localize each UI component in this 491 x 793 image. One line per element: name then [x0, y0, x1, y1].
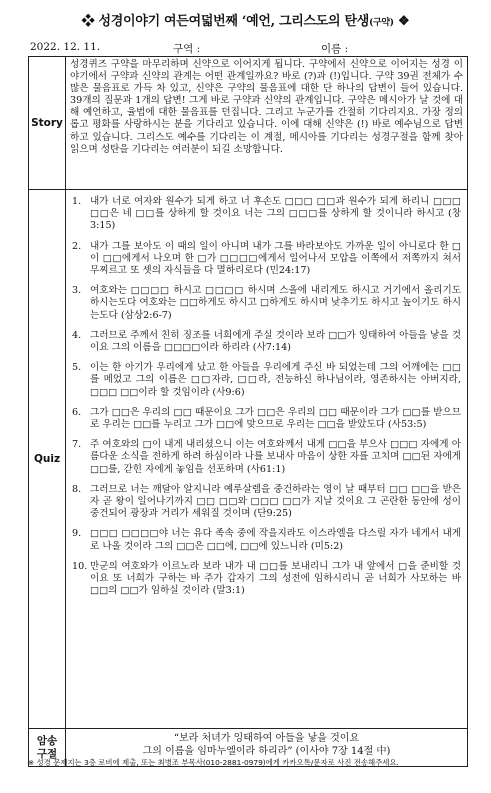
title-highlight: 예언, 그리스도의 탄생	[246, 14, 370, 29]
quiz-item	[66, 439, 461, 476]
quiz-item-number: 5.	[72, 362, 82, 374]
quiz-item-text: □□□ □□□□야 너는 유다 족속 중에 작을지라도 이스라엘을 다스릴 자가 네게서 내게로 나올 것이라 그의 □□은 □□에, □□에 있느니라 (미5:2)	[90, 528, 461, 552]
quiz-item-text: 이는 한 아기가 우리에게 났고 한 아들을 우리에게 주신 바 되었는데 그의 어깨에는 □□를 메었고 그의 이름은 □□자라, □□라, 전능하신 하나님이라, 영존하시는 아버지라, □□□ □□이라 할 것임이라 (사9:6)	[90, 362, 461, 398]
quiz-item	[66, 561, 461, 598]
quiz-item-text: 내가 그를 보아도 이 때의 일이 아니며 내가 그를 바라보아도 가까운 일이 아니로다 한 □이 □□에게서 나오며 한 □가 □□□□에게서 일어나서 모압을 이쪽에서 저쪽까지 쳐서 무찌르고 또 셋의 자식들을 다 멸하리로다 (민24:17)	[90, 240, 461, 277]
title-suffix: ❖	[393, 14, 410, 29]
quiz-label: Quiz	[29, 190, 66, 729]
worksheet-table	[28, 56, 468, 767]
quiz-item-text: 그러므로 너는 깨달아 알지니라 예루살렘을 중건하라는 영이 날 때부터 □□ □□을 받은 자 곧 왕이 일어나기까지 □□ □□와 □□□ □□가 지날 것이요 그 곤란한 동안에 성이 중건되어 광장과 거리가 세워질 것이며 (단9:25)	[90, 483, 461, 520]
memorize-label-line2: 구절	[36, 747, 58, 760]
quiz-item	[66, 241, 461, 278]
quiz-item-text: 그가 □□은 우리의 □□ 때문이요 그가 □□은 우리의 □□ 때문이라 그가 □□를 받으므로 우리는 □□를 누리고 그가 □□에 맞으므로 우리는 □□을 받았도다 (사53:5)	[90, 406, 461, 431]
quiz-item-number: 3.	[72, 285, 82, 297]
quiz-item-text: 여호와는 □□□□ 하시고 □□□□ 하시며 스올에 내리게도 하시고 거기에서 올리기도 하시는도다 여호와는 □□하게도 하시고 □하게도 하시며 낮추기도 하시고 높이기도 하시는도다 (삼상2:6-7)	[90, 285, 461, 321]
quiz-item-text: 주 여호와의 □이 내게 내리셨으니 이는 여호와께서 내게 □□을 부으사 □□□ 자에게 아름다운 소식을 전하게 하려 하심이라 나를 보내사 마음이 상한 자를 고치며 □□된 자에게 □□를, 갇힌 자에게 놓임을 선포하며 (사61:1)	[90, 439, 461, 475]
memorize-verse-line2: 그의 이름을 임마누엘이라 하리라” (이사야 7장 14절 中)	[142, 746, 391, 757]
quiz-item-number: 7.	[72, 439, 82, 451]
quiz-item-text: 그러므로 주께서 친히 징조를 너희에게 주실 것이라 보라 □□가 잉태하여 아들을 낳을 것이요 그의 이름을 □□□□이라 하리라 (사7:14)	[90, 329, 461, 354]
quiz-item	[66, 285, 461, 322]
footer-note: ※ 성경 문제지는 3층 로비에 제출, 또는 최병조 부목사(010-2881-0979)에게 카카오톡/문자로 사진 전송해주세요.	[28, 758, 399, 767]
title-note: (구약)	[369, 18, 394, 28]
quiz-item-text: 만군의 여호와가 이르노라 보라 내가 내 □□를 보내리니 그가 내 앞에서 □을 준비할 것이요 또 너희가 구하는 바 주가 갑자기 그의 성전에 임하시리니 곧 너희가 사모하는 바 □□의 □□가 임하실 것이라 (말3:1)	[90, 560, 461, 597]
story-label: Story	[29, 57, 66, 190]
quiz-item	[66, 484, 461, 521]
story-text: 성경퀴즈 구약을 마무리하며 신약으로 이어지게 됩니다. 구약에서 신약으로 이어지는 성경 이야기에서 구약과 신약의 관계는 어떤 관계일까요? 바로 (?)과 (!)입니다. 구약 39권 전체가 수많은 물음표로 가득 차 있고, 신약은 구약의 물음표에 대한 단 하나의 답변이 들어 있습니다. 39개의 질문과 1개의 답변! 그게 바로 구약과 신약의 관계입니다. 구약은 메시아가 날 것에 대해 예언하고, 율법에 대한 물음표를 던집니다. 그리고 누군가를 간절히 기다리지요. 가장 정의롭고 평화를 사랑하시는 분을 기다리고 있습니다. 이에 대해 신약은 (!) 바로 예수님으로 답변하고 있습니다. 그리스도 예수를 기다리는 이 계절, 메시아를 기다리는 성경구절을 함께 찾아 읽으며 성탄을 기다리는 여러분이 되길 소망합니다.	[66, 57, 468, 190]
quiz-item	[66, 362, 461, 399]
memorize-verse-line1: “보라 처녀가 잉태하여 아들을 낳을 것이요	[173, 733, 360, 744]
name-label: 이름 :	[321, 43, 349, 55]
quiz-item	[66, 528, 461, 552]
quiz-item-number: 9.	[72, 528, 82, 540]
quiz-row	[29, 190, 468, 729]
quiz-item-number: 6.	[72, 406, 82, 418]
quiz-item	[66, 407, 461, 431]
quiz-item-text: 내가 너로 여자와 원수가 되게 하고 너 후손도 □□□ □□과 원수가 되게 하리니 □□□ □□은 네 □□를 상하게 할 것이요 너는 그의 □□□를 상하게 할 것이니라 하시고 (창3:15)	[90, 196, 461, 232]
quiz-item	[66, 330, 461, 354]
quiz-list	[66, 190, 468, 729]
quiz-item-number: 8.	[72, 483, 82, 495]
quiz-item-number: 10.	[72, 560, 88, 572]
memorize-label-line1: 암송	[36, 734, 58, 747]
district-label: 구역 :	[173, 43, 201, 55]
title-prefix: ❖ 성경이야기 여든여덟번째 ‘	[81, 14, 247, 29]
worksheet-title	[0, 10, 491, 29]
quiz-item	[66, 196, 461, 233]
quiz-item-number: 1.	[72, 196, 82, 207]
quiz-item-number: 2.	[72, 240, 82, 252]
quiz-item-number: 4.	[72, 329, 82, 341]
story-row	[29, 57, 468, 190]
date-text: 2022. 12. 11.	[30, 41, 101, 53]
meta-row	[28, 41, 468, 55]
